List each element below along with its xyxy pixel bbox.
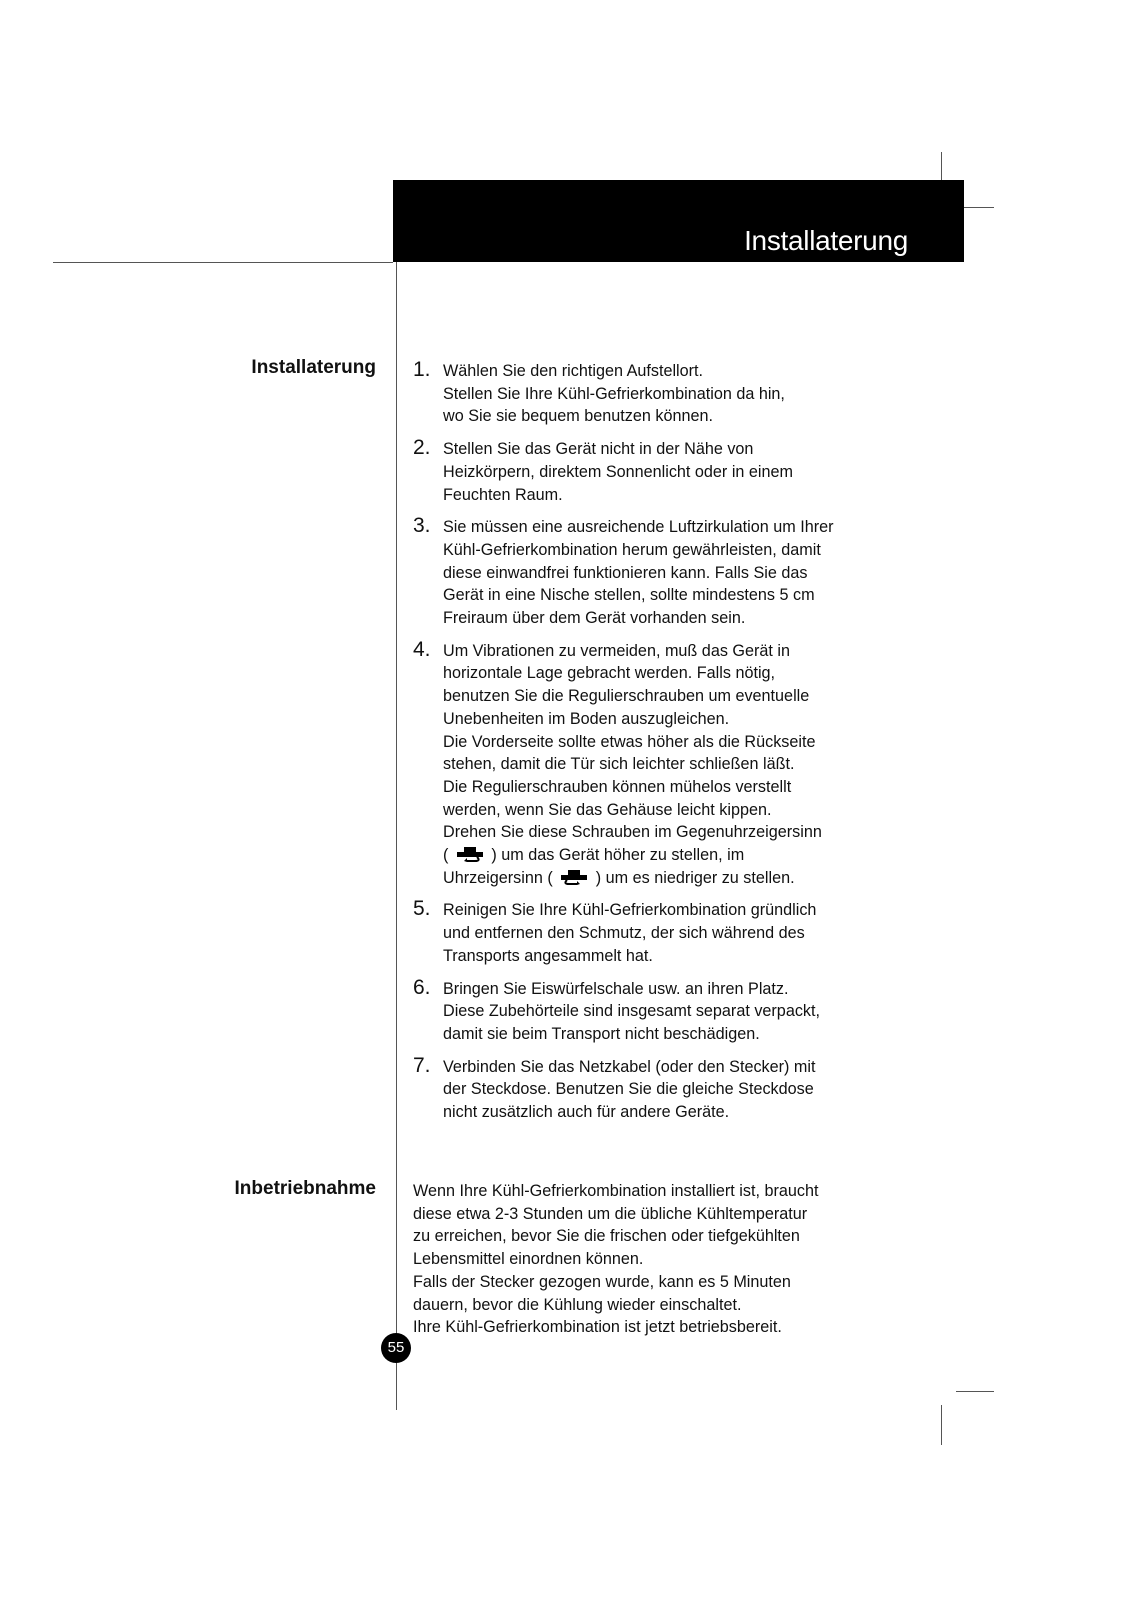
page-number-badge: 55: [381, 1333, 411, 1363]
paragraph-line: Ihre Kühl-Gefrierkombination ist jetzt betriebsbereit.: [413, 1318, 782, 1337]
step-text: Feuchten Raum.: [443, 485, 563, 504]
startup-paragraph: [413, 1180, 893, 1339]
step-text: horizontale Lage gebracht werden. Falls nötig,: [443, 664, 776, 683]
header-rule: [53, 262, 393, 263]
step-number: 6.: [413, 975, 431, 999]
step-number: 7.: [413, 1053, 431, 1077]
step-6: [413, 975, 883, 1046]
step-text: benutzen Sie die Regulierschrauben um eventuelle: [443, 687, 810, 706]
step-text: werden, wenn Sie das Gehäuse leicht kippen.: [443, 800, 772, 819]
installation-steps: [413, 360, 883, 1134]
step-number: 4.: [413, 637, 431, 661]
step-text: wo Sie sie bequem benutzen können.: [443, 407, 713, 426]
step-text: Heizkörpern, direktem Sonnenlicht oder in einem: [443, 462, 794, 481]
step-text: nicht zusätzlich auch für andere Geräte.: [443, 1103, 730, 1122]
step-text: stehen, damit die Tür sich leichter schließen läßt.: [443, 755, 795, 774]
step-text: Transports angesammelt hat.: [443, 946, 653, 965]
step-number: 2.: [413, 436, 431, 460]
ccw-open-paren: (: [443, 846, 449, 865]
crop-mark-top-right-horizontal: [964, 207, 994, 208]
step-text: Drehen Sie diese Schrauben im Gegenuhrzeigersinn: [443, 823, 822, 842]
paragraph-line: Wenn Ihre Kühl-Gefrierkombination installiert ist, braucht: [413, 1182, 819, 1200]
crop-mark-bottom-right-horizontal: [956, 1391, 994, 1392]
step-2: [413, 438, 883, 506]
paragraph-line: Falls der Stecker gezogen wurde, kann es 5 Minuten: [413, 1272, 791, 1291]
clockwise-screw-icon: [559, 869, 589, 885]
step-text: Die Regulierschrauben können mühelos verstellt: [443, 777, 792, 796]
step-text-cw: [443, 867, 883, 890]
step-4: [413, 637, 883, 890]
section-heading-startup: Inbetriebnahme: [234, 1178, 376, 1199]
step-text: damit sie beim Transport nicht beschädigen.: [443, 1024, 760, 1043]
step-5: [413, 899, 883, 967]
step-7: [413, 1053, 883, 1124]
step-text: Reinigen Sie Ihre Kühl-Gefrierkombination gründlich: [443, 901, 817, 920]
step-number: 3.: [413, 514, 431, 538]
step-3: [413, 516, 883, 630]
paragraph-line: Lebensmittel einordnen können.: [413, 1250, 644, 1269]
step-text: Stellen Sie das Gerät nicht in der Nähe von: [443, 440, 754, 459]
paragraph-line: zu erreichen, bevor Sie die frischen oder tiefgekühlten: [413, 1227, 800, 1246]
step-text: Um Vibrationen zu vermeiden, muß das Gerät in: [443, 641, 790, 660]
step-text: diese einwandfrei funktionieren kann. Falls Sie das: [443, 563, 808, 582]
step-number: 5.: [413, 897, 431, 921]
header-title: Installaterung: [744, 225, 908, 256]
step-number: 1.: [413, 358, 431, 381]
step-text: Kühl-Gefrierkombination herum gewährleisten, damit: [443, 540, 821, 559]
step-text: Die Vorderseite sollte etwas höher als die Rückseite: [443, 732, 816, 751]
step-text-ccw: [443, 844, 883, 867]
crop-mark-bottom-right-vertical: [941, 1405, 942, 1445]
step-text: Unebenheiten im Boden auszugleichen.: [443, 709, 730, 728]
section-heading-installation: Installaterung: [251, 357, 376, 378]
cw-text: ) um es niedriger zu stellen.: [595, 868, 795, 887]
column-divider: [396, 262, 397, 1410]
step-text: Gerät in eine Nische stellen, sollte mindestens 5 cm: [443, 586, 815, 605]
counterclockwise-screw-icon: [455, 846, 485, 862]
step-text: Diese Zubehörteile sind insgesamt separat verpackt,: [443, 1002, 820, 1021]
step-text: und entfernen den Schmutz, der sich während des: [443, 924, 805, 943]
ccw-text: ) um das Gerät höher zu stellen, im: [491, 846, 745, 865]
step-text: Stellen Sie Ihre Kühl-Gefrierkombination da hin,: [443, 384, 785, 403]
step-text: Verbinden Sie das Netzkabel (oder den Stecker) mit: [443, 1057, 816, 1076]
paragraph-line: dauern, bevor die Kühlung wieder einschaltet.: [413, 1295, 742, 1314]
step-text: Bringen Sie Eiswürfelschale usw. an ihren Platz.: [443, 979, 789, 998]
step-text: der Steckdose. Benutzen Sie die gleiche Steckdose: [443, 1080, 814, 1099]
cw-prefix: Uhrzeigersinn (: [443, 868, 553, 887]
step-text: Wählen Sie den richtigen Aufstellort.: [443, 362, 704, 380]
paragraph-line: diese etwa 2-3 Stunden um die übliche Kühltemperatur: [413, 1204, 808, 1223]
step-1: [413, 360, 883, 428]
header-bar: [393, 180, 964, 262]
step-text: Freiraum über dem Gerät vorhanden sein.: [443, 609, 746, 628]
step-text: Sie müssen eine ausreichende Luftzirkulation um Ihrer: [443, 518, 834, 537]
